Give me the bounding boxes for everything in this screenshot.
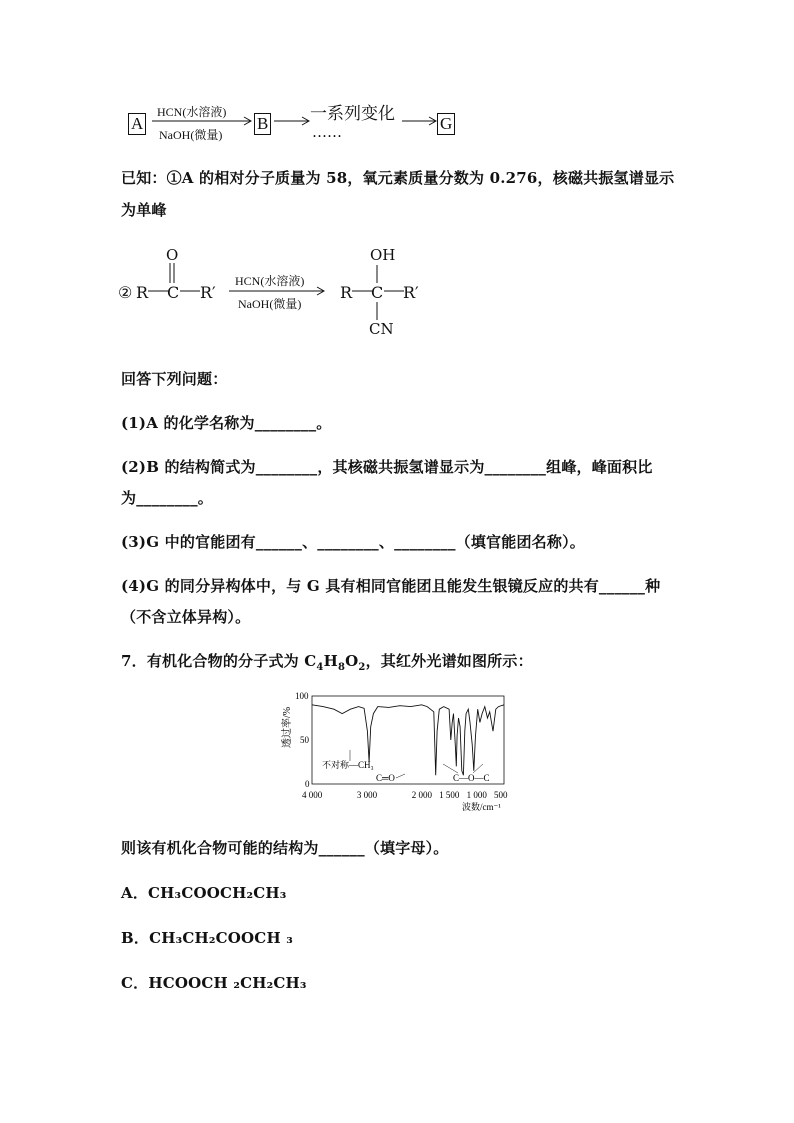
group-cn: CN <box>369 320 394 338</box>
group-oh: OH <box>370 246 396 264</box>
atom-h: H <box>323 652 338 670</box>
question-4-line-1: (4)G 的同分异构体中，与 G 具有相同官能团且能发生银镜反应的共有______种 <box>121 577 661 595</box>
bond-r-c <box>147 284 169 296</box>
bond-c-oh <box>373 264 383 284</box>
question-7-prompt: 则该有机化合物可能的结构为______（填字母）。 <box>121 839 449 857</box>
option-b[interactable]: B．CH₃CH₂COOCH ₃ <box>121 929 294 947</box>
known-line-1: 已知：①A 的相对分子质量为 58，氧元素质量分数为 0.276，核磁共振氢谱显示 <box>121 169 675 187</box>
x-tick-label: 1 500 <box>439 790 460 800</box>
question-3: (3)G 中的官能团有______、________、________（填官能团名称）。 <box>121 533 585 551</box>
x-tick-label: 500 <box>494 790 508 800</box>
x-tick-label: 3 000 <box>356 790 378 800</box>
atom-o: O <box>166 246 179 264</box>
stem-prefix: 7．有机化合物的分子式为 C <box>121 652 317 670</box>
atom-o-formula: O <box>345 652 359 670</box>
annotation-coc-pointer-1 <box>443 764 458 773</box>
bond-c-r <box>179 284 201 296</box>
box-g: G <box>437 113 455 135</box>
question-2-line-2: 为________。 <box>121 489 214 507</box>
bond-r-c-product <box>351 284 373 296</box>
question-2-line-1: (2)B 的结构简式为________，其核磁共振氢谱显示为________组峰，峰面积比 <box>121 458 653 476</box>
y-axis-label: 透过率/% <box>282 706 293 748</box>
x-tick-label: 1 000 <box>466 790 487 800</box>
annotation-coc: C—O—C <box>453 773 490 783</box>
atom-c: C <box>167 283 180 302</box>
arrow-2 <box>272 115 312 127</box>
y-tick-label: 0 <box>305 779 310 789</box>
box-b: B <box>254 113 271 135</box>
sub-4: 4 <box>316 662 324 673</box>
x-tick-label: 4 000 <box>302 790 323 800</box>
bond-c-rp-product <box>383 284 405 296</box>
sub-2: 2 <box>358 662 366 673</box>
condition2-naoh: NaOH(微量) <box>238 297 302 311</box>
atom-c-product: C <box>371 283 384 302</box>
double-bond <box>165 262 179 284</box>
y-tick-label: 50 <box>300 735 309 745</box>
sub-8: 8 <box>337 662 346 673</box>
question-4-line-2: （不含立体异构）。 <box>121 608 251 626</box>
option-a[interactable]: A．CH₃COOCH₂CH₃ <box>121 884 287 902</box>
atom-r: R <box>136 283 149 302</box>
condition-naoh: NaOH(微量) <box>159 128 223 142</box>
known-line-2: 为单峰 <box>121 201 167 219</box>
question-7-stem <box>121 650 533 673</box>
option-c[interactable]: C．HCOOCH ₂CH₂CH₃ <box>121 974 307 992</box>
atom-rp-product: R′ <box>403 283 419 302</box>
condition-hcn: HCN(水溶液) <box>157 105 227 119</box>
y-tick-label: 100 <box>295 691 309 701</box>
bond-c-cn <box>373 301 383 321</box>
annotation-asym-ch3: 不对称—CH₃ <box>322 760 374 770</box>
atom-r-product: R <box>340 283 353 302</box>
annotation-co-pointer <box>396 774 405 778</box>
questions-intro: 回答下列问题： <box>121 370 228 388</box>
series-of-changes: 一系列变化 <box>310 104 395 124</box>
arrow-3 <box>400 115 440 127</box>
annotation-co: C═O <box>376 773 395 783</box>
marker-2: ② <box>118 283 133 302</box>
arrow-1 <box>150 115 255 127</box>
x-tick-label: 2 000 <box>411 790 432 800</box>
ir-spectrum-chart <box>278 688 518 816</box>
atom-rp: R′ <box>200 283 216 302</box>
x-axis-label: 波数/cm⁻¹ <box>462 802 501 812</box>
condition2-hcn: HCN(水溶液) <box>235 274 305 288</box>
box-a: A <box>128 113 146 135</box>
ellipsis: …… <box>312 123 342 141</box>
question-1: (1)A 的化学名称为________。 <box>121 414 332 432</box>
stem-suffix: ，其红外光谱如图所示： <box>365 652 533 670</box>
